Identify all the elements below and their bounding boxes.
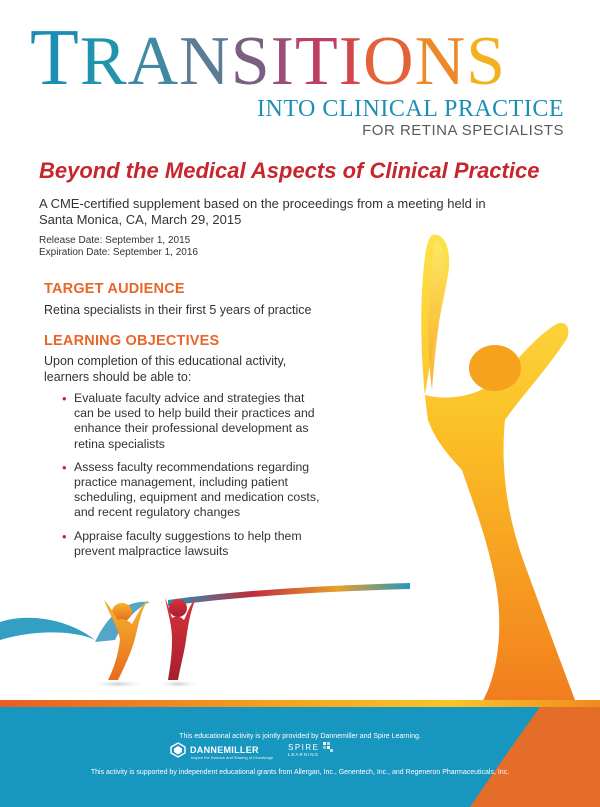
objectives-list [62,391,352,567]
objective-line: and recent regulatory changes [74,505,241,520]
dannemiller-mark-icon [170,742,186,758]
masthead-title-letter: I [270,23,295,100]
objective-line: Appraise faculty suggestions to help them [74,528,302,543]
release-date: Release Date: September 1, 2015 [39,235,191,246]
target-audience-text: Retina specialists in their first 5 years of practice [44,303,312,317]
dannemiller-logo [170,742,274,760]
masthead-title-letter: A [127,23,180,100]
dates [39,235,198,259]
intro-text [39,196,509,228]
objective-line: Evaluate faculty advice and strategies that [74,391,305,405]
list-item [62,529,352,559]
objective-line: scheduling, equipment and medication costs, [74,490,320,505]
expiration-date: Expiration Date: September 1, 2016 [39,247,198,258]
objective-line: retina specialists [74,436,165,451]
objective-line: practice management, including patient [74,475,288,490]
masthead-title-letter: R [79,23,128,100]
headline: Beyond the Medical Aspects of Clinical Practice [39,158,540,183]
spire-learning-logo [288,742,333,757]
intro-line: learners should be able to: [44,370,192,384]
objective-line: enhance their professional development as [74,421,309,436]
learning-objectives-intro [44,353,344,385]
masthead-title-letter: O [363,23,415,100]
spire-name: SPIRE [288,742,320,752]
target-audience-heading: TARGET AUDIENCE [44,281,185,297]
masthead-title-letter: T [30,14,80,102]
learning-objectives-heading: LEARNING OBJECTIVES [44,333,220,349]
intro-line: Upon completion of this educational activity, [44,354,287,368]
masthead-title [30,14,507,102]
intro-line: A CME-certified supplement based on the proceedings from a meeting held in [39,196,486,211]
objective-line: Assess faculty recommendations regarding [74,459,310,474]
dannemiller-name: DANNEMILLER [190,745,259,755]
list-item [62,391,352,452]
objective-line: prevent malpractice lawsuits [74,543,229,558]
masthead-title-letter: S [230,23,271,100]
objective-line: can be used to help build their practices and [74,406,315,421]
intro-line: Santa Monica, CA, March 29, 2015 [39,212,242,227]
masthead-title-letter: N [414,23,467,100]
bullet-icon: • [62,391,67,406]
provider-statement: This educational activity is jointly provided by Dannemiller and Spire Learning. [179,733,421,740]
masthead-audience: FOR RETINA SPECIALISTS [362,122,564,139]
masthead-title-letter: T [294,23,339,100]
support-statement: This activity is supported by independent educational grants from Allergan, Inc., Genentech, Inc., and Regeneron Pharmaceuticals, Inc. [90,769,510,776]
bullet-icon: • [62,528,67,544]
masthead-title-letter: S [466,23,507,100]
dannemiller-tagline: Inspire the Science and Sharing of Knowledge [191,755,274,760]
spire-grid-icon [323,742,333,752]
masthead-title-letter: N [179,23,231,100]
bullet-icon: • [62,459,67,475]
masthead-subtitle: INTO CLINICAL PRACTICE [257,96,564,122]
masthead-title-letter: I [338,23,364,100]
spire-sub: LEARNING [288,752,320,757]
list-item [62,460,352,521]
